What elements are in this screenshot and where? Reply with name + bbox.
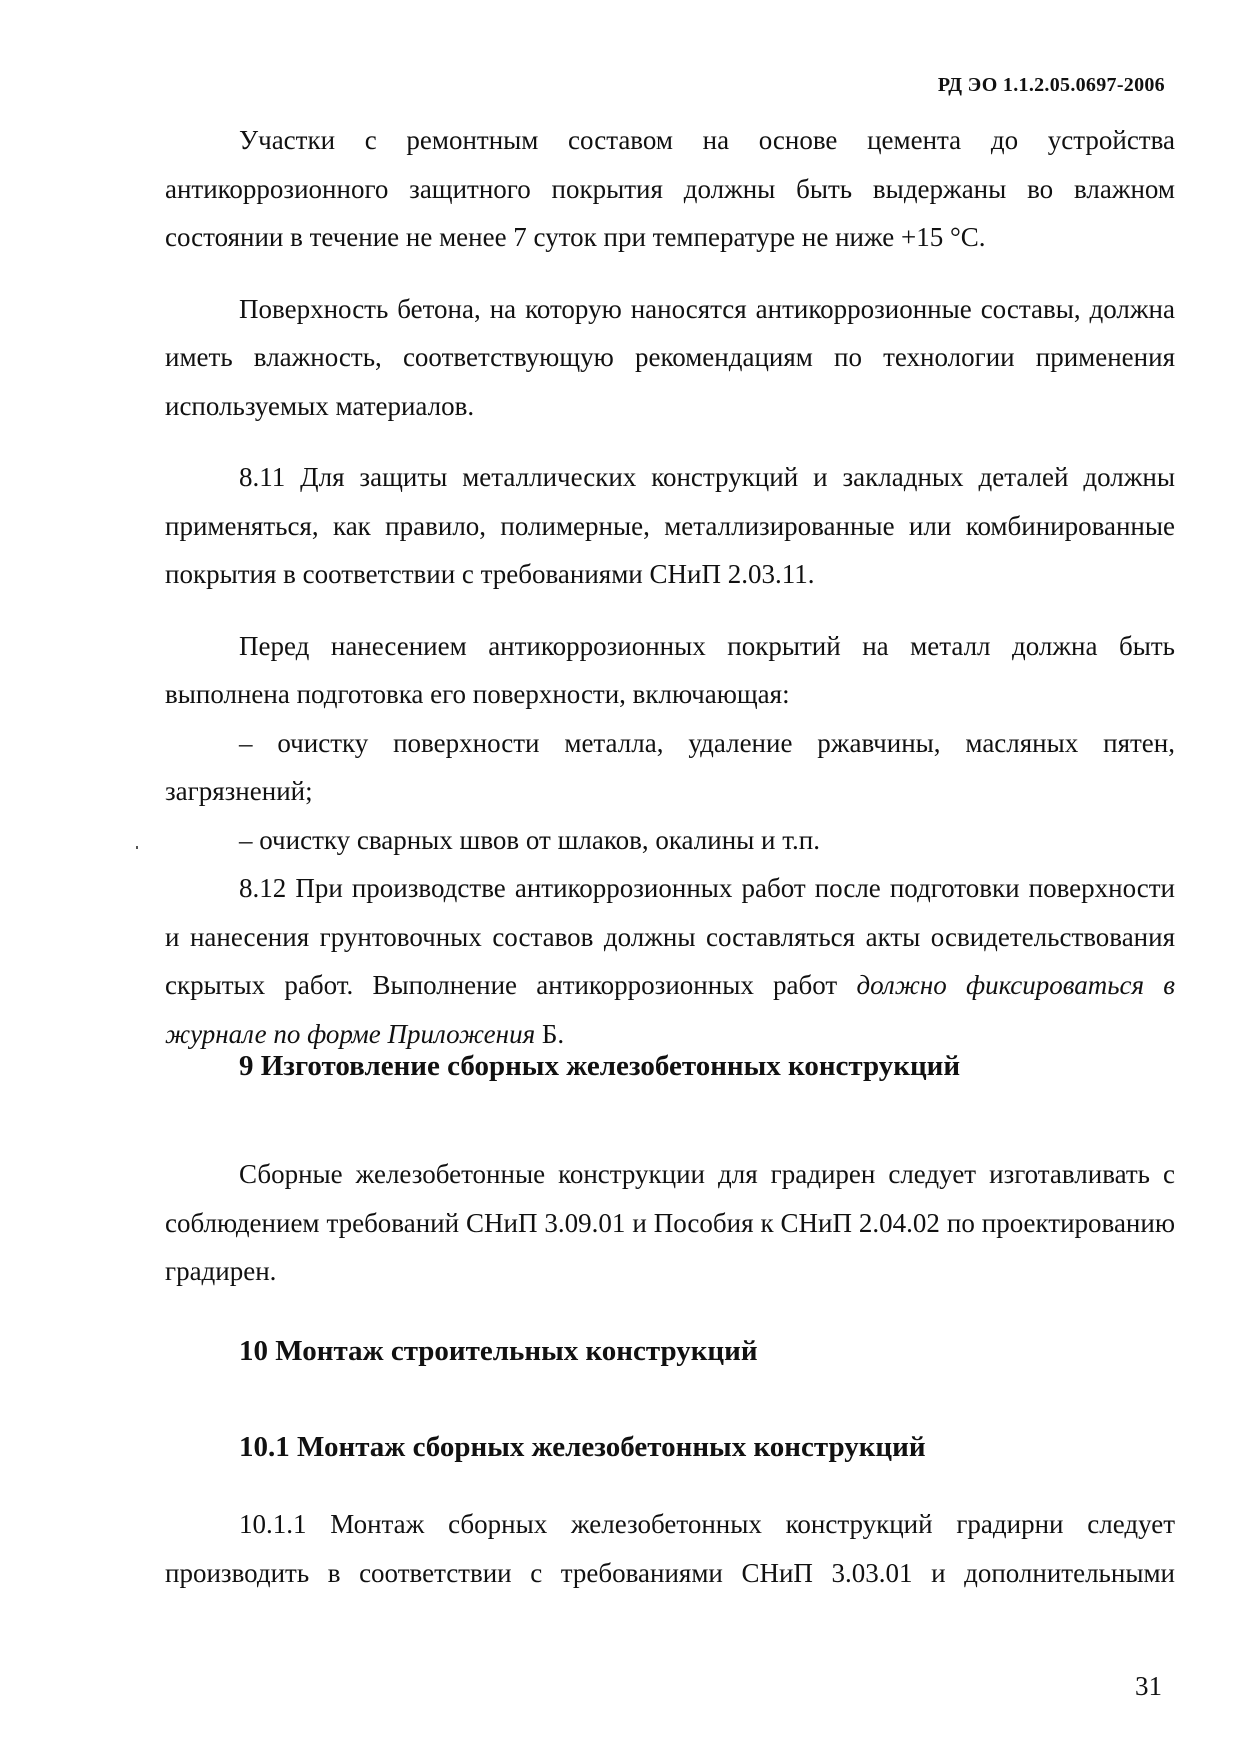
list-item-cleaning-welds: – очистку сварных швов от шлаков, окалины и т.п. — [239, 824, 820, 855]
section-heading-9: 9 Изготовление сборных железобетонных конструкций — [239, 1050, 961, 1082]
paragraph-concrete-moisture: Поверхность бетона, на которую наносятся антикоррозионные составы, должна иметь влажность, соответствующую рекомендациям по технологии применения используемых материалов. — [165, 293, 1175, 421]
text-block-section-9 — [165, 1150, 1175, 1296]
text-block-section-10-1 — [165, 1500, 1175, 1597]
paragraph-8-12-text: 8.12 При производстве антикоррозионных работ после подготовки поверхности и нанесения грунтовочных составов должны составляться акты освидетельствования скрытых работ. Выполнение антикоррозионных работ — [165, 873, 1175, 1000]
paragraph-8-11: 8.11 Для защиты металлических конструкций и закладных деталей должны применяться, как правило, полимерные, металлизированные или комбинированные покрытия в соответствии с требованиями СНиП 2.03.11. — [165, 462, 1175, 589]
paragraph-8-12 — [165, 864, 1175, 1058]
paragraph-cement-curing: Участки с ремонтным составом на основе цемента до устройства антикоррозионного защитного покрытия должны быть выдержаны во влажном состоянии в течение не менее 7 суток при температуре не ниже +15 °С. — [165, 125, 1175, 252]
paragraph-10-1-1: 10.1.1 Монтаж сборных железобетонных конструкций градирни следует производить в соответствии с требованиями СНиП 3.03.01 и дополнительными — [165, 1509, 1175, 1588]
list-item-cleaning-metal: – очистку поверхности металла, удаление ржавчины, масляных пятен, загрязнений; — [165, 727, 1175, 806]
section-heading-10-1: 10.1 Монтаж сборных железобетонных конструкций — [239, 1431, 926, 1463]
paragraph-8-12-italic: должно фиксироваться в журнале по форме Приложения — [165, 970, 1175, 1049]
paragraph-precast-manufacturing: Сборные железобетонные конструкции для градирен следует изготавливать с соблюдением требований СНиП 3.09.01 и Пособия к СНиП 2.04.02 по проектированию градирен. — [165, 1159, 1175, 1286]
paragraph-8-12-end: Б. — [541, 1018, 565, 1049]
page-number: 31 — [1135, 1671, 1162, 1701]
scan-speck — [136, 846, 138, 849]
section-heading-10: 10 Монтаж строительных конструкций — [239, 1335, 758, 1367]
text-block-top — [165, 116, 1175, 1058]
document-code: РД ЭО 1.1.2.05.0697-2006 — [937, 74, 1165, 96]
paragraph-surface-prep: Перед нанесением антикоррозионных покрытий на металл должна быть выполнена подготовка его поверхности, включающая: — [165, 630, 1175, 709]
